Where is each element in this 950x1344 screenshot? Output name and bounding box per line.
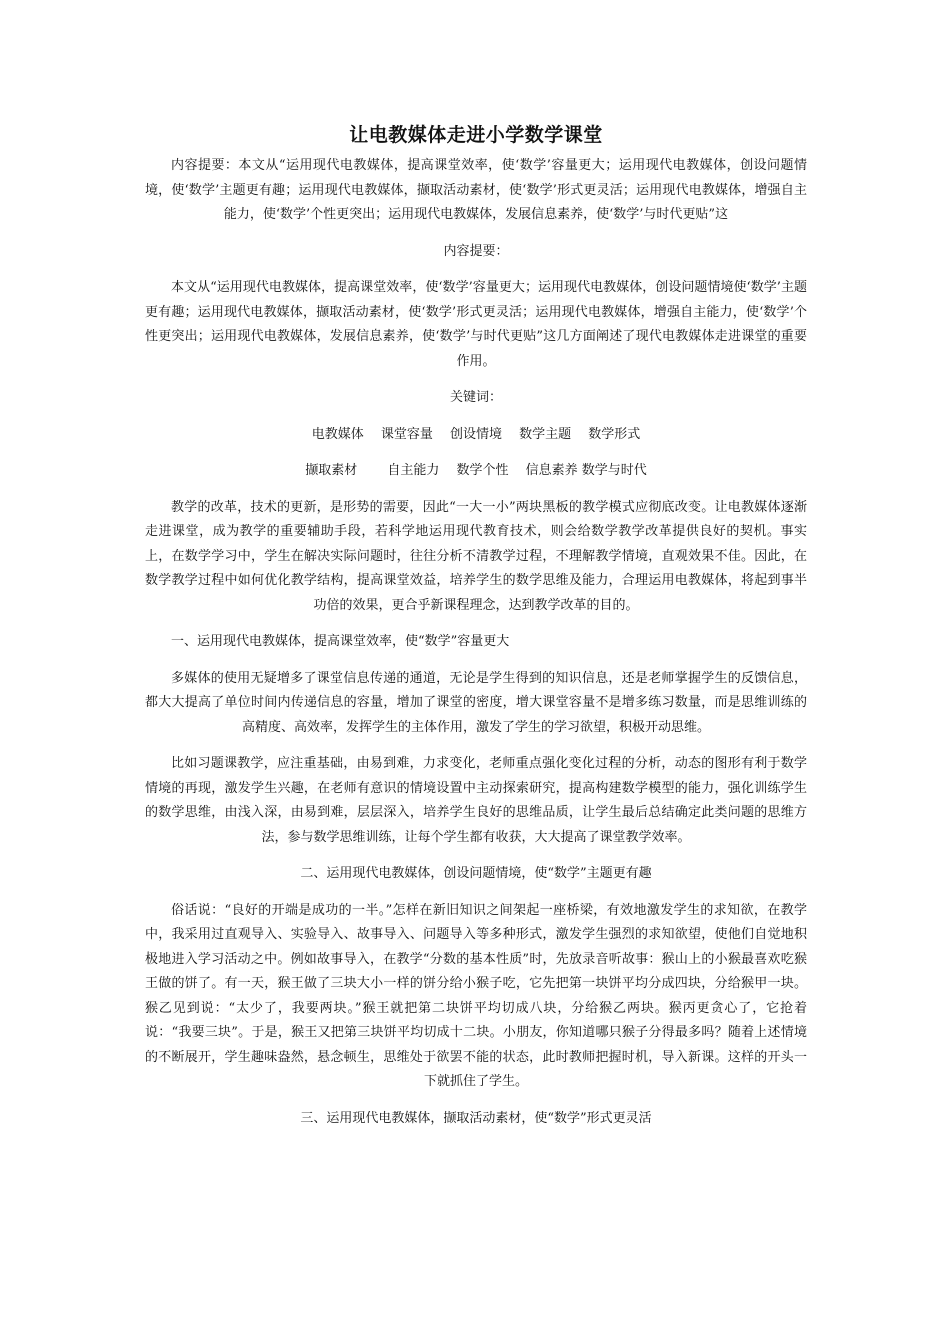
section-3-heading: 三、运用现代电教媒体，撷取活动素材，使“数学”形式更灵活 xyxy=(300,1110,652,1126)
abstract-heading: 内容提要： xyxy=(443,243,509,259)
document-page xyxy=(145,120,807,1131)
section-2-paragraph-1: 俗话说：“良好的开端是成功的一半。”怎样在新旧知识之间架起一座桥梁，有效地激发学生的求知欲，在教学中，我采用过直观导入、实验导入、故事导入、问题导入等多种形式，激发学生强烈的求知欲望，使他们自觉地积极地进入学习活动之中。例如故事导入，在教学“分数的基本性质”时，先放录音听故事：猴山上的小猴最喜欢吃猴王做的饼了。有一天，猴王做了三块大小一样的饼分给小猴子吃，它先把第一块饼平均分成四块，分给猴甲一块。猴乙见到说：“太少了，我要两块。”猴王就把第二块饼平均切成八块，分给猴乙两块。猴丙更贪心了，它抢着说：“我要三块”。于是，猴王又把第三块饼平均切成十二块。小朋友，你知道哪只猴子分得最多吗？随着上述情境的不断展开，学生趣味盎然，悬念顿生，思维处于欲罢不能的状态，此时教师把握时机，导入新课。这样的开头一下就抓住了学生。 xyxy=(145,902,807,1089)
abstract-preview: 内容提要：本文从“运用现代电教媒体，提高课堂效率，使‘数学’容量更大；运用现代电教媒体，创设问题情境，使‘数学’主题更有趣；运用现代电教媒体，撷取活动素材，使‘数学’形式更灵活；运用现代电教媒体，增强自主能力，使‘数学’个性更突出；运用现代电教媒体，发展信息素养，使‘数学’与时代更贴”这 xyxy=(145,158,807,222)
abstract-body: 本文从“运用现代电教媒体，提高课堂效率，使‘数学’容量更大；运用现代电教媒体，创设问题情境使‘数学’主题更有趣；运用现代电教媒体，撷取活动素材，使‘数学’形式更灵活；运用现代电教媒体，增强自主能力，使‘数学’个性更突出；运用现代电教媒体，发展信息素养，使‘数学’与时代更贴”这几方面阐述了现代电教媒体走进课堂的重要作用。 xyxy=(145,280,807,369)
section-1-paragraph-2: 比如习题课教学，应注重基础，由易到难，力求变化，老师重点强化变化过程的分析，动态的图形有利于数学情境的再现，激发学生兴趣，在老师有意识的情境设置中主动探索研究，提高构建数学模型的能力，强化训练学生的数学思维，由浅入深，由易到难，层层深入，培养学生良好的思维品质，让学生最后总结确定此类问题的思维方法，参与数学思维训练，让每个学生都有收获，大大提高了课堂教学效率。 xyxy=(145,756,807,845)
keywords-heading: 关键词： xyxy=(449,390,502,405)
keywords-line-1: 电教媒体 课堂容量 创设情境 数学主题 数学形式 xyxy=(311,426,641,442)
intro-paragraph: 教学的改革，技术的更新，是形势的需要，因此“一大一小”两块黑板的教学模式应彻底改变。让电教媒体逐渐走进课堂，成为教学的重要辅助手段，若科学地运用现代教育技术，则会给数学教学改革提供良好的契机。事实上，在数学学习中，学生在解决实际问题时，往往分析不清教学过程，不理解教学情境，直观效果不佳。因此，在数学教学过程中如何优化教学结构，提高课堂效益，培养学生的数学思维及能力，合理运用电教媒体，将起到事半功倍的效果，更合乎新课程理念，达到教学改革的目的。 xyxy=(145,499,807,613)
section-2-heading: 二、运用现代电教媒体，创设问题情境，使“数学”主题更有趣 xyxy=(300,866,652,881)
document-title: 让电教媒体走进小学数学课堂 xyxy=(349,124,603,146)
section-1-heading: 一、运用现代电教媒体，提高课堂效率，使“数学”容量更大 xyxy=(171,634,510,649)
section-1-paragraph-1: 多媒体的使用无疑增多了课堂信息传递的通道，无论是学生得到的知识信息，还是老师掌握学生的反馈信息，都大大提高了单位时间内传递信息的容量，增加了课堂的密度，增大课堂容量不是增多练习数量，而是思维训练的高精度、高效率，发挥学生的主体作用，激发了学生的学习欲望，积极开动思维。 xyxy=(145,670,807,735)
keywords-line-2: 撷取素材 自主能力 数学个性 信息素养 数学与时代 xyxy=(305,463,647,478)
